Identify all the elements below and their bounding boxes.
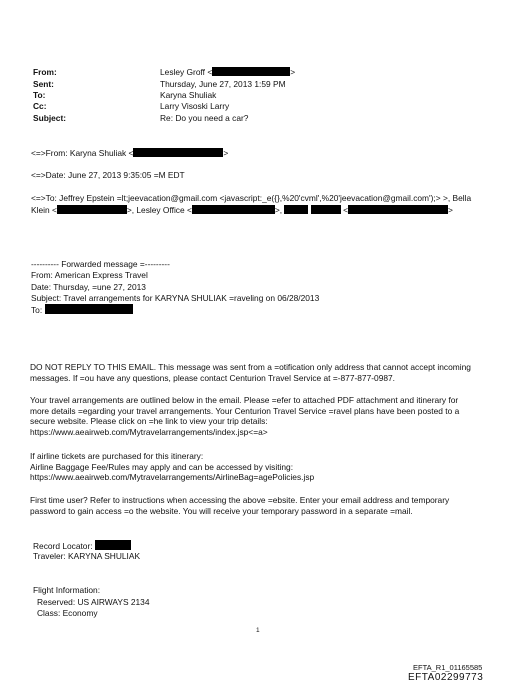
redaction-bar: [57, 205, 127, 214]
subject-label: Subject:: [33, 113, 67, 123]
first-time-line: First time user? Refer to instructions when accessing the above =ebsite. Enter your email address and temporary: [30, 495, 450, 505]
baggage-line: Airline Baggage Fee/Rules may apply and can be accessed by visiting:: [30, 461, 294, 472]
arrangements-paragraph: [30, 395, 485, 437]
sent-label: Sent:: [33, 79, 54, 89]
quoted-to-lesley-office: >, Lesley Office <: [126, 205, 192, 215]
trip-details-link[interactable]: https://www.aeairweb.com/Mytravelarrangements/index.jsp<=a>: [30, 426, 268, 437]
notice-paragraph: [30, 362, 485, 383]
traveler-line: Traveler: KARYNA SHULIAK: [33, 551, 141, 561]
quoted-to-sep: >,: [274, 205, 283, 215]
redaction-bar: [212, 67, 290, 76]
quoted-from-prefix: <=>From: Karyna Shuliak <: [31, 148, 134, 158]
quoted-to-line-1: <=>To: Jeffrey Epstein =lt;jeevacation@gmail.com <javascript:_e({},%20'cvml',%20'jeevacation@gmail.com');> >, Bella: [31, 193, 472, 203]
from-name: Lesley Groff <: [160, 67, 213, 77]
cc-label: Cc:: [33, 101, 47, 111]
forwarded-from: From: American Express Travel: [31, 270, 148, 280]
notice-line: DO NOT REPLY TO THIS EMAIL. This message was sent from a =otification only address that cannot accept incoming: [30, 362, 471, 372]
forwarded-to: [31, 304, 133, 316]
redaction-bar: [95, 540, 131, 550]
redaction-bar: [311, 205, 341, 214]
arrangements-line: secure website. Please click on =he link to view your trip details:: [30, 416, 268, 427]
flight-info-heading: Flight Information:: [33, 585, 101, 595]
from-label: From:: [33, 67, 57, 77]
forwarded-to-label: To:: [31, 305, 43, 315]
forwarded-subject: Subject: Travel arrangements for KARYNA SHULIAK =raveling on 06/28/2013: [31, 293, 320, 303]
quoted-date-line: <=>Date: June 27, 2013 9:35:05 =M EDT: [31, 170, 185, 180]
subject-value: Re: Do you need a car?: [160, 113, 249, 123]
reserved-line: Reserved: US AIRWAYS 2134: [37, 597, 150, 607]
bates-id-2: EFTA02299773: [408, 672, 484, 683]
forwarded-date: Date: Thursday, =une 27, 2013: [31, 282, 146, 292]
notice-line: messages. If =ou have any questions, please contact Centurion Travel Service at =-877-877-0987.: [30, 372, 395, 383]
baggage-paragraph: [30, 451, 485, 483]
forwarded-header: ---------- Forwarded message =---------: [31, 259, 170, 269]
quoted-to-line-2: [31, 205, 453, 216]
quoted-to-gt: >: [447, 205, 453, 215]
sent-value: Thursday, June 27, 2013 1:59 PM: [160, 79, 286, 89]
from-tail: >: [290, 67, 296, 77]
quoted-to-klein: Klein <: [31, 205, 57, 215]
baggage-line: If airline tickets are purchased for this itinerary:: [30, 451, 204, 461]
page-number: 1: [256, 627, 260, 634]
redaction-bar: [348, 205, 448, 214]
arrangements-line: more details =egarding your travel arrangements. Your Centurion Travel Service =ravel plans have been posted to a: [30, 405, 460, 416]
from-value: [160, 67, 295, 78]
record-locator-label: Record Locator:: [33, 541, 93, 551]
quoted-from-line: [31, 148, 228, 159]
baggage-policy-link[interactable]: https://www.aeairweb.com/Mytravelarrangements/AirlineBag=agePolicies.jsp: [30, 472, 315, 483]
redaction-bar: [45, 304, 133, 314]
class-line: Class: Economy: [37, 608, 98, 618]
quoted-to-lt: <: [343, 205, 348, 215]
redaction-bar: [133, 148, 223, 157]
to-value: Karyna Shuliak: [160, 90, 217, 100]
redaction-bar: [284, 205, 308, 214]
bates-id-1: EFTA_R1_01165585: [413, 663, 483, 672]
redaction-bar: [192, 205, 275, 214]
to-label: To:: [33, 90, 46, 100]
record-locator: [33, 540, 131, 552]
first-time-paragraph: [30, 495, 485, 516]
cc-value: Larry Visoski Larry: [160, 101, 230, 111]
first-time-line: password to gain access =o the website. You will receive your temporary password in a separate =mail.: [30, 505, 413, 516]
arrangements-line: Your travel arrangements are outlined below in the email. Please =efer to attached PDF attachment and itinerary for: [30, 395, 459, 405]
quoted-from-suffix: >: [223, 148, 229, 158]
